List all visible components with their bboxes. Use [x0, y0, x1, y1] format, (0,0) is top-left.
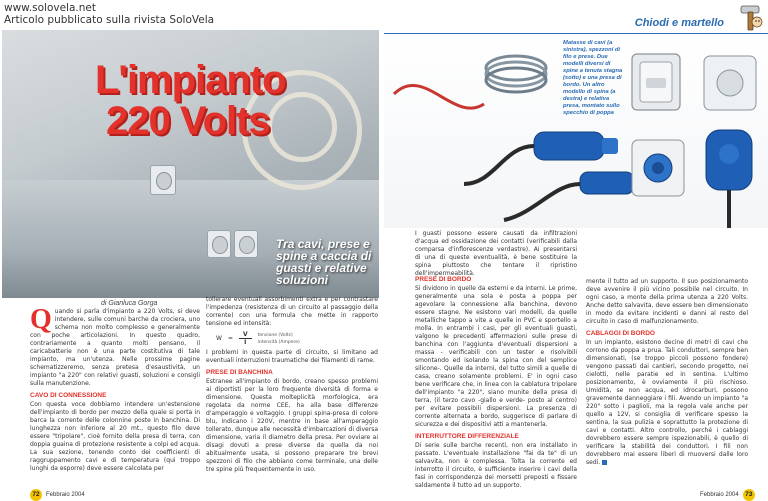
column-3	[415, 272, 577, 490]
article-title-line1: L'impianto	[95, 58, 286, 102]
transom-socket-icon	[704, 56, 756, 228]
article-tagline: Tra cavi, prese e spine a caccia di guasti e relative soluzioni	[276, 237, 372, 287]
heading-interruttore-differenziale: INTERRUTTORE DIFFERENZIALE	[415, 433, 519, 440]
page-number-left: 72	[30, 489, 42, 501]
faults-paragraph: I guasti possono essere causati da infiltrazioni d'acqua ed ossidazione dei contatti (verificabili dalla comparsa d'inflorescenze verdastre). Ai presentarsi di una di queste eventualità, è bene sostituire la spina piuttosto che tentare il ripristino dell'impermeabilità.	[415, 230, 577, 277]
impedance-formula	[216, 331, 378, 346]
column-4	[586, 278, 748, 467]
formula-numerator: V	[239, 331, 252, 339]
byline: di Gianluca Gorga	[101, 300, 158, 307]
intro-paragraph: uando si parla d'impianto a 220 Volts, si deve intendere, sulle comuni barche da crociera, uno schema non molto complesso e generalmente con poche articolazioni. In questo quadro, contrariamente a quanto molti pensano, il caricabatterie non è una parte costitutiva di tale impianto, ma un'utenza. Nelle prossime pagine schematizzeremo, senza pretesa d'esaustività, un impianto "a 220" con relativi guasti, soluzioni e consigli sulla manutenzione.	[30, 308, 200, 387]
prese-banchina-paragraph: Estranee all'impianto di bordo, creano spesso problemi ai diportisti per la loro frequente diversità di forma e dimensione. Questa molteplicità morfologica, era regolata da norme CEE, ha alla base differenze d'amperaggio e voltaggio. I gruppi spina-presa di colore blu, indicano i 220V, mentre in base all'amperaggio tollerato, dunque alle necessità d'imbarcazioni di diversa dimensione, varia il diametro della presa. Per ovviare ai disagi dovuti a prese diverse da quella da noi abitualmente usata, si possono preparare tre brevi spezzoni di filo che abbiano come terminale, una delle tre spine più frequentemente in uso.	[206, 378, 378, 473]
end-of-article-icon	[602, 460, 607, 465]
article-title-line2: 220 Volts	[106, 99, 270, 143]
intro-column-right	[415, 230, 577, 278]
heading-prese-bordo: PRESE DI BORDO	[415, 276, 472, 283]
heading-cablaggi: CABLAGGI DI BORDO	[586, 330, 655, 337]
socket-plate-icon	[632, 54, 680, 110]
red-cable-icon	[394, 85, 484, 108]
heading-prese-banchina: PRESE DI BANCHINA	[206, 369, 273, 376]
legend-voltage: tensione (Volts)	[257, 332, 293, 338]
footer-right	[700, 489, 755, 501]
legend-current: intensità (Ampere)	[257, 339, 300, 345]
interruption-paragraph: I problemi in questa parte di circuito, si limitano ad eventuali interruzioni traumatiche dei filamenti di rame.	[206, 349, 378, 364]
blue-plug-icon	[504, 172, 634, 220]
deck-socket-icon	[632, 140, 684, 196]
impedance-paragraph: tollerare eventuali assorbimenti extra e per contrastare l'impedenza (resistenza di un circuito al passaggio della corrente) con una formula che mette in rapporto tensione ed intensità:	[206, 296, 378, 327]
page-number-right: 73	[743, 489, 755, 501]
site-url[interactable]: www.solovela.net	[4, 2, 96, 14]
column-1	[30, 304, 200, 473]
formula-fraction	[239, 331, 252, 346]
watermark	[4, 2, 214, 26]
prese-bordo-paragraph: Si dividono in quelle da esterni e da interni. Le prime, generalmente una sola e posta a poppa per agevolare la connessione alla banchina, devono essere stagne. Ne esistono vari modelli, da quelle metalliche tappo a vite a quelle in PVC e sportello a molla. In entrambi i casi, per gli eventuali guasti, valgono le precedenti affermazioni sulle prese di banchina con l'aggiunta d'eventuali dispersioni a massa - verificabili con un tester e risolvibili smontando ed isolando la spina con del semplice silicone-. Quelle da interni, del tutto simili a quelle di casa, creano solamente problemi. E' in ogni caso bene verificare che, in linea con la cablatura tripolare dell'impianto "a 220", siano munite della presa di terra, (il terzo cavo -giallo e verde- posto al centro) per evitare possibili dispersioni. La presenza di corrente alternata a bordo, suggerisce di parlare di sicurezza e dei dispositivi atti a mantenerla.	[415, 285, 577, 428]
cablaggi-text: In un impianto, esistono decine di metri di cavi che corrono da poppa a prua. Tali conduttori, sempre ben dimensionati, (se troppo piccoli possono fondere) vengono passati dai cantieri, secondo progetto, nei cielotti, nelle paratie ed in sentina. L'ultimo posizionamento, è ovviamente il più rischioso. Umidità, se non acqua, ed idrocarburi, possono gravemente danneggiare i fili. Avendo un impianto "a 220" sotto i paglioli, ma la regola vale anche per quello a 12V, si consiglia di verificare spesso la sentina, la sua pulizia e soprattutto la protezione di cavi e contatti. Altro controllo, perché i cablaggi dovrebbero essere sempre ispezionabili, è quello di verificare la stabilità dei conduttori. I fili non dovrebbero mai essere liberi di muoversi dalle loro sedi.	[586, 339, 748, 466]
formula-equals: =	[227, 335, 233, 342]
source-note: Articolo pubblicato sulla rivista SoloVela	[4, 14, 215, 26]
formula-lhs: W	[216, 335, 222, 342]
photo-socket-plate	[207, 230, 231, 258]
photo-socket-plate	[150, 165, 176, 195]
issue-date-right: Febbraio 2004	[700, 492, 739, 498]
cable-coil-icon	[486, 56, 546, 92]
differenziale-paragraph: Di serie sulle barche recenti, non era installato in passato. L'eventuale installazione "fai da te" di un salvavita, non è complessa. Tolta la corrente ed interrotto il circuito, è sufficiente inserire i cavi della fasi in corrispondenza dei morsetti preposti e fissare saldamente il tutto ad un supporto.	[415, 442, 577, 489]
column-2	[206, 296, 378, 474]
dropcap: Q	[30, 304, 52, 335]
photo-socket-plate	[234, 230, 258, 258]
cablaggi-paragraph	[586, 339, 748, 467]
salvavita-paragraph: mente il tutto ad un supporto. Il suo posizionamento deve avvenire il più vicino possibile nel circuito. In ogni caso, a monte della prima utenza a 220 Volts. Anche detto salvavita, deve essere ben dimensionato in modo da evitare incidenti e danni al resto del circuito in caso di malfunzionamento.	[586, 278, 748, 325]
section-title: Chiodi e martello	[634, 17, 724, 29]
formula-denominator: I	[244, 339, 247, 346]
heading-cavo-connessione: CAVO DI CONNESSIONE	[30, 392, 107, 399]
hammer-mascot-icon	[738, 2, 766, 32]
cavo-paragraph: Con questa voce dobbiamo intendere un'estensione dell'impianto di bordo per mezzo della quale si porta in barca la corrente delle colonnine poste in banchina. Di lunghezza non inferiore al 20 mt., questo filo deve essere "tripolare", cioè fornito della presa di terra, con doppia guaina di protezione resistente a colpi ed acqua. La sua sezione, tenendo conto dei coefficienti di raggruppamento cavi e di temperatura (qui troppo lunghi da esporre) deve essere calcolata per	[30, 401, 200, 472]
issue-date-left: Febbraio 2004	[46, 492, 85, 498]
footer-left	[30, 489, 85, 501]
photo-caption: Matasse di cavi (a sinistra), spezzoni di filo e prese. Due modelli diversi di spine a tenuta stagna (sotto) e una presa di bordo. Un altro modello di spina (a destra) e relativa presa, montato sullo specchio di poppa	[563, 40, 623, 116]
formula-legend	[258, 332, 300, 346]
